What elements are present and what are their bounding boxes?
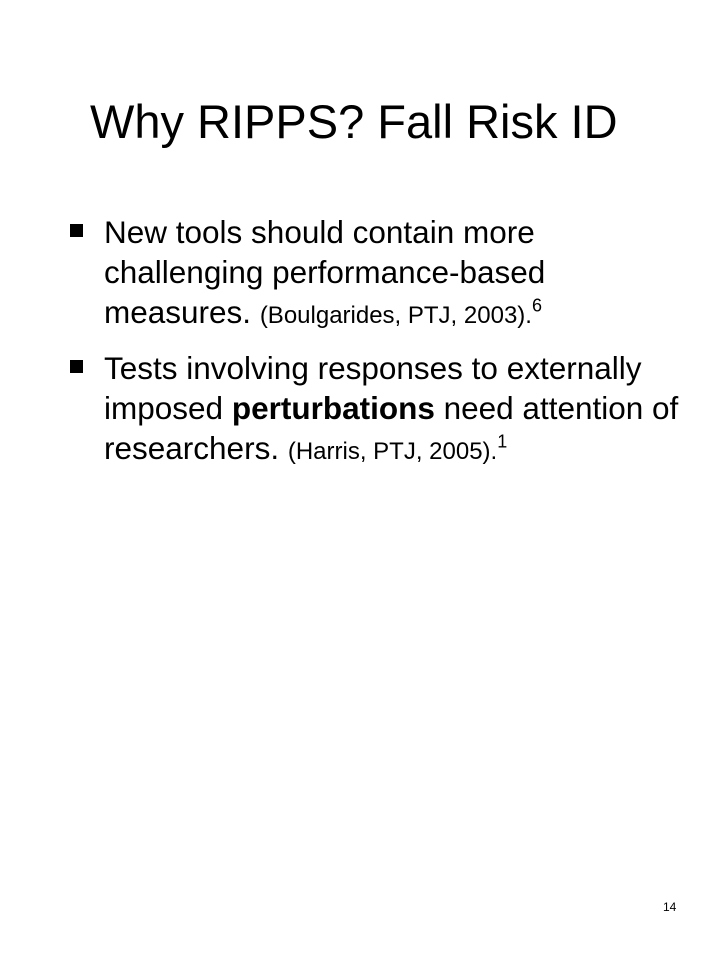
bullet-item-new-tools [70, 212, 700, 336]
bullet-body-text-continued: need attention of researchers. [104, 390, 679, 466]
square-bullet-icon [70, 360, 83, 373]
bullet-text [104, 212, 700, 336]
bullet-text [104, 348, 700, 472]
citation-superscript: 6 [531, 295, 542, 316]
page-number: 14 [663, 900, 677, 914]
emphasized-text: perturbations [231, 390, 435, 426]
square-bullet-icon [70, 224, 83, 237]
citation-text: (Boulgarides, PTJ, 2003). [259, 302, 532, 329]
bullet-body-text: Tests involving responses to externally imposed [104, 350, 642, 426]
bullet-item-tests [70, 348, 700, 472]
bullet-body-text: New tools should contain more challenging performance-based measures. [104, 214, 546, 330]
citation-superscript: 1 [497, 431, 508, 452]
slide-title: Why RIPPS? Fall Risk ID [90, 95, 618, 148]
bullet-list [70, 212, 700, 484]
citation-text: (Harris, PTJ, 2005). [287, 438, 498, 465]
